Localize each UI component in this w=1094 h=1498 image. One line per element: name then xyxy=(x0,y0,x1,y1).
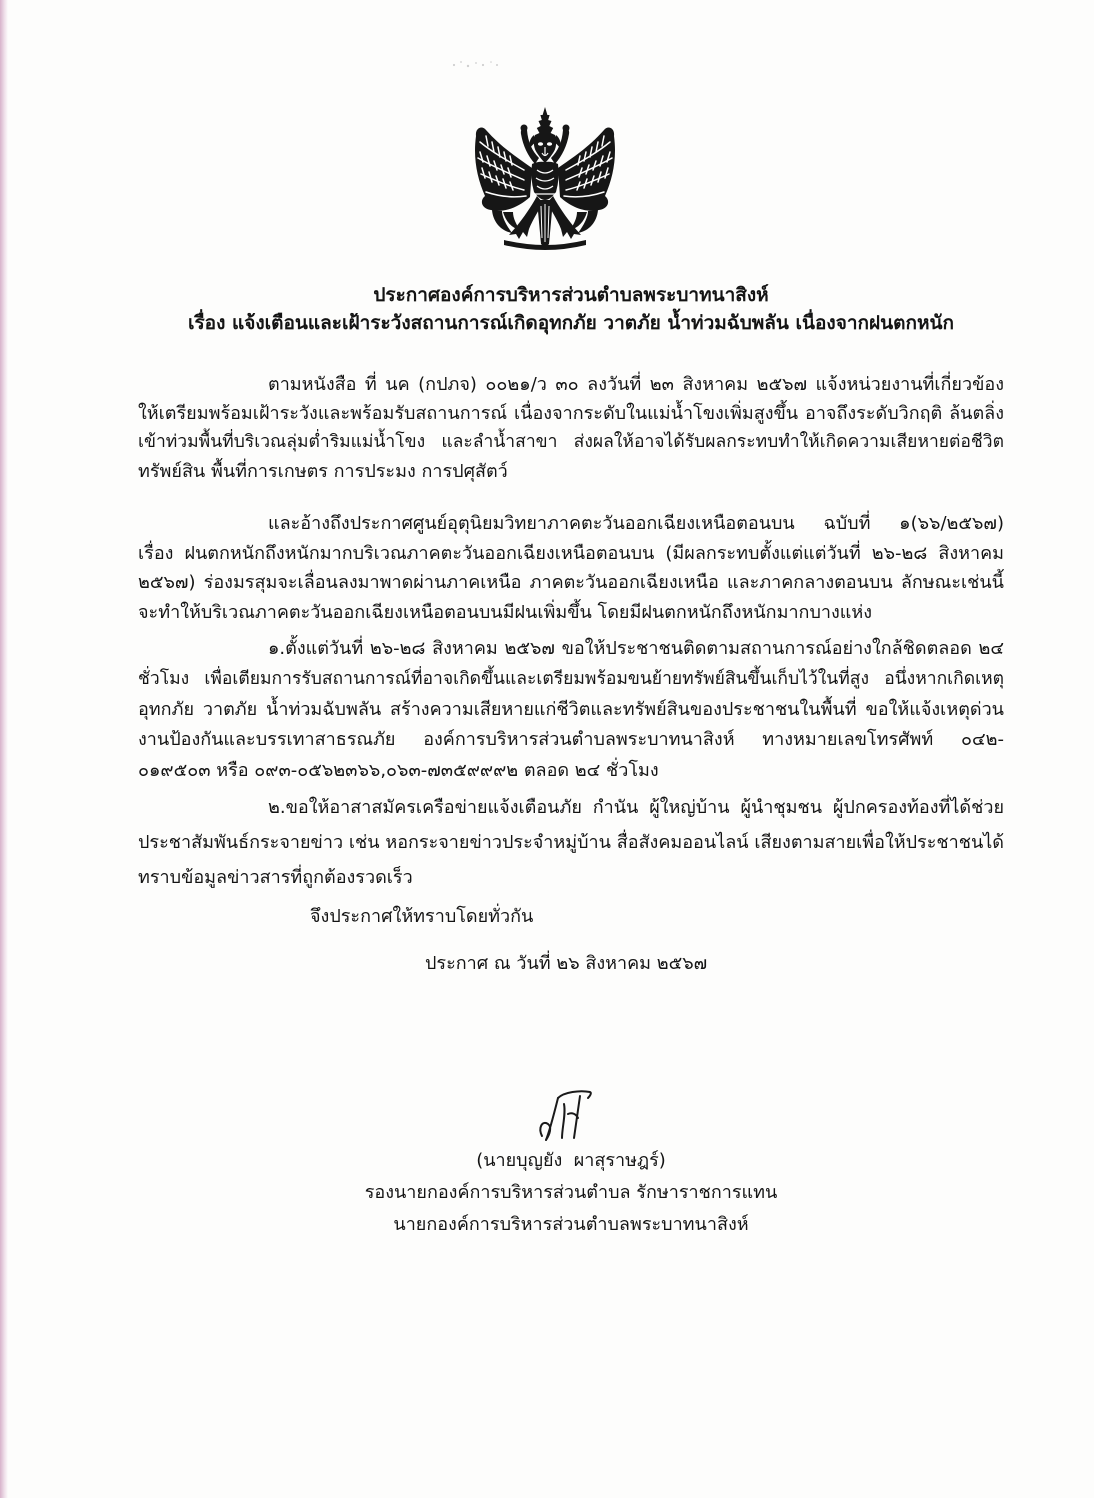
para-1-line-1: ตามหนังสือ ที่ นค (กปภจ) ๐๐๒๑/ว ๓๐ ลงวันที่ ๒๓ สิงหาคม ๒๕๖๗ แจ้งหน่วยงานที่เกี่ยวข้อง xyxy=(268,374,1004,395)
paper-smudge xyxy=(448,56,504,72)
paragraph-reference-letter xyxy=(138,370,1004,486)
paragraph-weather-announcement xyxy=(138,509,1004,628)
paragraph-item-2 xyxy=(138,790,1004,895)
para-4-line-3: ทราบข้อมูลข่าวสารที่ถูกต้องรวดเร็ว xyxy=(138,867,413,889)
para-3-line-4: งานป้องกันและบรรเทาสาธรณภัย องค์การบริหารส่วนตำบลพระบาทนาสิงห์ ทางหมายเลขโทรศัพท์ ๐๔๒- xyxy=(138,729,1004,751)
para-1-line-4: ทรัพย์สิน พื้นที่การเกษตร การประมง การปศุสัตว์ xyxy=(138,461,508,482)
closing-statement: จึงประกาศให้ทราบโดยทั่วกัน xyxy=(310,906,534,928)
para-3-line-3: อุทกภัย วาตภัย น้ำท่วมฉับพลัน สร้างความเสียหายแก่ชีวิตและทรัพย์สินของประชาชนในพื้นที่ ขอให้แจ้งเหตุด่วน xyxy=(138,698,1004,720)
announcement-header xyxy=(138,281,1004,337)
paragraph-item-1 xyxy=(138,634,1004,787)
para-1-line-2: ให้เตรียมพร้อมเฝ้าระวังและพร้อมรับสถานการณ์ เนื่องจากระดับในแม่น้ำโขงเพิ่มสูงขึ้น อาจถึงระดับวิกฤติ ล้นตลิ่ง xyxy=(138,403,1004,424)
announcement-date: ประกาศ ณ วันที่ ๒๖ สิงหาคม ๒๕๖๗ xyxy=(425,953,708,975)
garuda-crown xyxy=(535,107,555,135)
page-left-edge xyxy=(0,0,8,1498)
para-3-line-1: ๑.ตั้งแต่วันที่ ๒๖-๒๘ สิงหาคม ๒๕๖๗ ขอให้ประชาชนติดตามสถานการณ์อย่างใกล้ชิดตลอด ๒๔ xyxy=(268,637,1004,659)
para-1-line-3: เข้าท่วมพื้นที่บริเวณลุ่มต่ำริมแม่น้ำโขง และลำน้ำสาขา ส่งผลให้อาจได้รับผลกระทบทำให้เกิดความเสียหายต่อชีวิต xyxy=(138,432,1004,452)
announcement-subject: เรื่อง แจ้งเตือนและเฝ้าระวังสถานการณ์เกิดอุทกภัย วาตภัย น้ำท่วมฉับพลัน เนื่องจากฝนตกหนัก xyxy=(187,312,954,334)
signature xyxy=(532,1084,598,1146)
signatory-block xyxy=(138,1145,1004,1241)
para-2-line-2: เรื่อง ฝนตกหนักถึงหนักมากบริเวณภาคตะวันออกเฉียงเหนือตอนบน (มีผลกระทบตั้งแต่แต่วันที่ ๒๖-๒๘ สิงหาคม xyxy=(138,542,1004,564)
para-4-line-1: ๒.ขอให้อาสาสมัครเครือข่ายแจ้งเตือนภัย กำนัน ผู้ใหญ่บ้าน ผู้นำชุมชน ผู้ปกครองท้องที่ได้ช่วย xyxy=(268,797,1004,819)
para-3-line-5: ๐๑๙๕๐๓ หรือ ๐๙๓-๐๕๖๒๓๖๖,๐๖๓-๗๓๕๙๙๙๒ ตลอด ๒๔ ชั่วโมง xyxy=(138,759,659,781)
garuda-emblem xyxy=(470,106,620,254)
para-2-line-4: จะทำให้บริเวณภาคตะวันออกเฉียงเหนือตอนบนมีฝนเพิ่มขึ้น โดยมีฝนตกหนักถึงหนักมากบางแห่ง xyxy=(138,602,873,624)
para-2-line-3: ๒๕๖๗) ร่องมรสุมจะเลื่อนลงมาพาดผ่านภาคเหนือ ภาคตะวันออกเฉียงเหนือ และภาคกลางตอนบน ลักษณะเช่นนี้ xyxy=(138,572,1004,594)
signatory-acting-position: นายกองค์การบริหารส่วนตำบลพระบาทนาสิงห์ xyxy=(393,1214,749,1236)
para-3-line-2: ชั่วโมง เพื่อเตียมการรับสถานการณ์ที่อาจเกิดขึ้นและเตรียมพร้อมขนย้ายทรัพย์สินขึ้นเก็บไว้ในที่สูง อนึ่งหากเกิดเหตุ xyxy=(138,669,1004,690)
announcement-title: ประกาศองค์การบริหารส่วนตำบลพระบาทนาสิงห์ xyxy=(373,284,769,306)
signatory-name: (นายบุญยัง ผาสุราษฎร์) xyxy=(476,1150,666,1172)
signatory-position: รองนายกองค์การบริหารส่วนตำบล รักษาราชการแทน xyxy=(364,1182,778,1204)
para-4-line-2: ประชาสัมพันธ์กระจายข่าว เช่น หอกระจายข่าวประจำหมู่บ้าน สื่อสังคมออนไลน์ เสียงตามสายเพื่อให้ประชาชนได้ xyxy=(138,832,1004,854)
para-2-line-1: และอ้างถึงประกาศศูนย์อุตุนิยมวิทยาภาคตะวันออกเฉียงเหนือตอนบน ฉบับที่ ๑(๖๖/๒๕๖๗) xyxy=(268,513,1004,534)
